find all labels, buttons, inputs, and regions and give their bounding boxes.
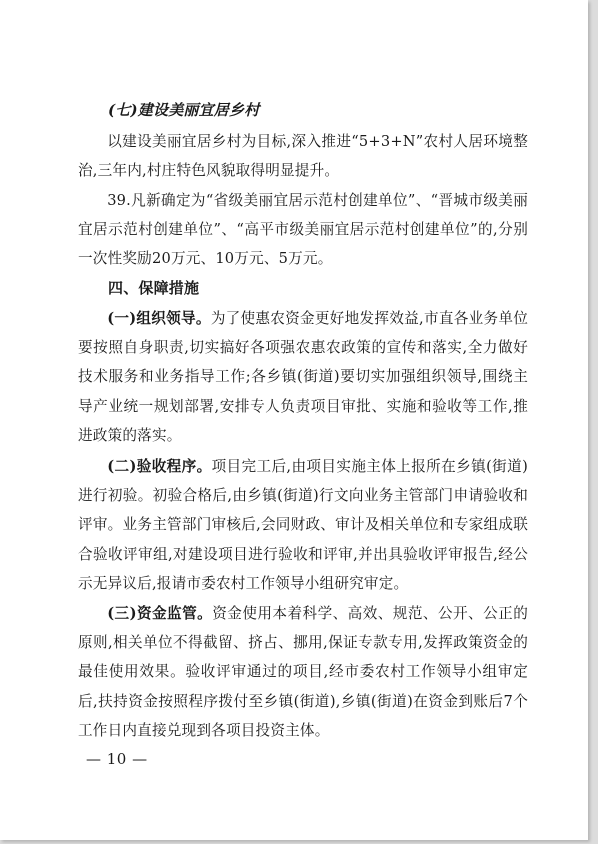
section-7-heading: (七)建设美丽宜居乡村 bbox=[108, 101, 260, 119]
measure-3-lead: (三)资金监管。 bbox=[107, 605, 213, 622]
measure-3-body: 资金使用本着科学、高效、规范、公开、公正的原则,相关单位不得截留、挤占、挪用,保证专款专用,发挥政策资金的最佳使用效果。验收评审通过的项目,经市委农村工作领导小组审定后,扶持资金按照程序拨付至乡镇(街道),乡镇(街道)在资金到账后7个工作日内直接兑现到各项目投资主体。 bbox=[78, 605, 529, 739]
part-4-heading: 四、保障措施 bbox=[108, 279, 200, 297]
measure-1-paragraph bbox=[78, 304, 528, 450]
measure-3-paragraph bbox=[78, 599, 528, 745]
section-7-paragraph: 以建设美丽宜居乡村为目标,深入推进“5+3+N”农村人居环境整治,三年内,村庄特色风貌取得明显提升。 bbox=[78, 133, 528, 180]
page-number: — 10 — bbox=[86, 750, 148, 768]
measure-2-paragraph bbox=[78, 452, 528, 598]
item-39-paragraph: 39.凡新确定为“省级美丽宜居示范村创建单位”、“晋城市级美丽宜居示范村创建单位”、“高平市级美丽宜居示范村创建单位”的,分别一次性奖励20万元、10万元、5万元。 bbox=[78, 192, 528, 268]
measure-1-body: 为了使惠农资金更好地发挥效益,市直各业务单位要按照自身职责,切实搞好各项强农惠农政策的宣传和落实,全力做好技术服务和业务指导工作;各乡镇(街道)要切实加强组织领导,围绕主导产业统一规划部署,安排专人负责项目审批、实施和验收等工作,推进政策的落实。 bbox=[78, 310, 528, 444]
measure-2-body: 项目完工后,由项目实施主体上报所在乡镇(街道)进行初验。初验合格后,由乡镇(街道)行文向业务主管部门申请验收和评审。业务主管部门审核后,会同财政、审计及相关单位和专家组成联合验收评审组,对建设项目进行验收和评审,并出具验收评审报告,经公示无异议后,报请市委农村工作领导小组研究审定。 bbox=[78, 458, 528, 592]
measure-1-lead: (一)组织领导。 bbox=[107, 310, 211, 327]
measure-2-lead: (二)验收程序。 bbox=[107, 458, 212, 475]
